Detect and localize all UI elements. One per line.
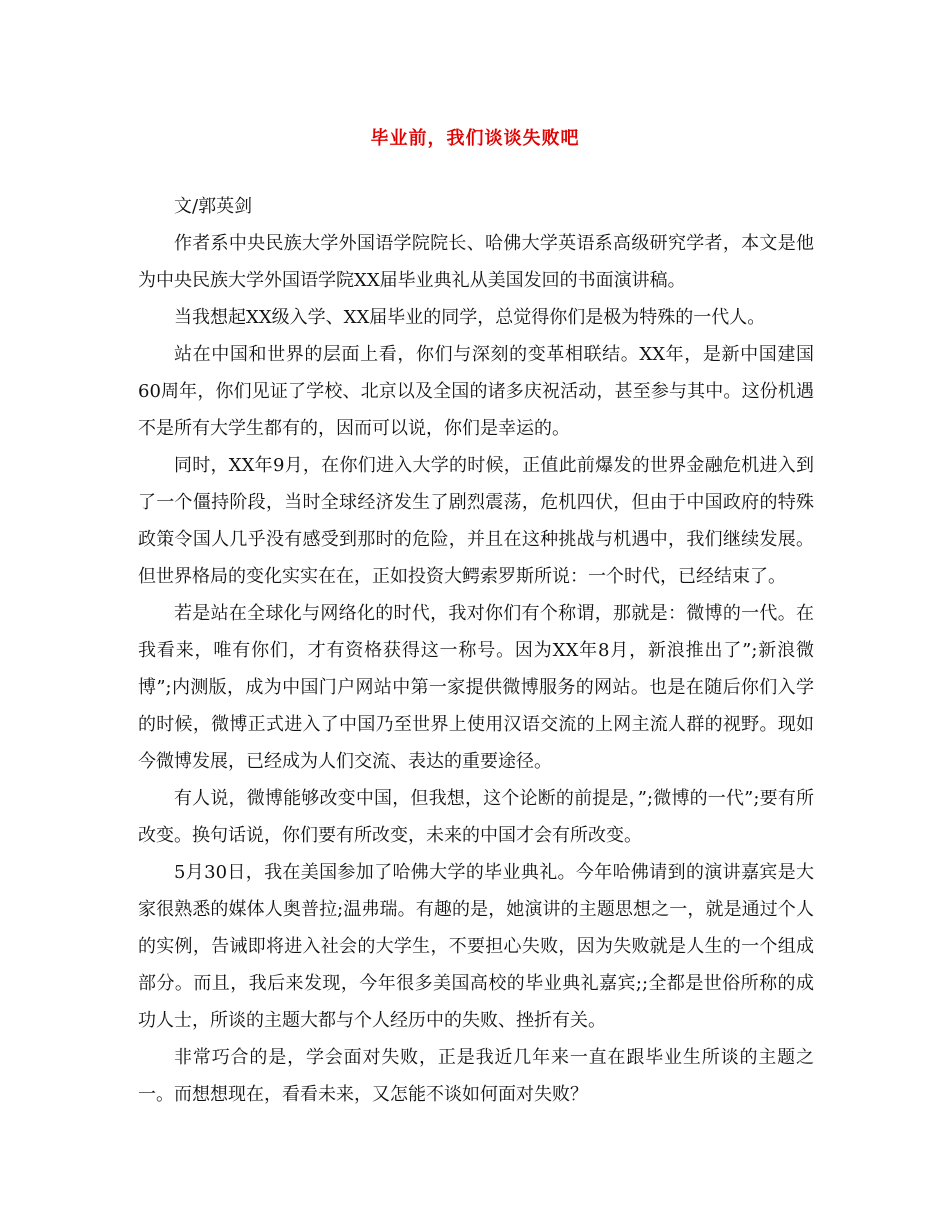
paragraph: 同时，XX年9月，在你们进入大学的时候，正值此前爆发的世界金融危机进入到了一个僵持阶段，当时全球经济发生了剧烈震荡，危机四伏，但由于中国政府的特殊政策令国人几乎没有感受到那时的危险，并且在这种挑战与机遇中，我们继续发展。但世界格局的变化实实在在，正如投资大鳄索罗斯所说：一个时代，已经结束了。 [138,455,814,587]
paragraph: 非常巧合的是，学会面对失败，正是我近几年来一直在跟毕业生所谈的主题之一。而想想现在，看看未来，又怎能不谈如何面对失败？ [138,1047,814,1105]
byline: 文/郭英剑 [174,196,253,217]
paragraph: 若是站在全球化与网络化的时代，我对你们有个称谓，那就是：微博的一代。在我看来，唯有你们，才有资格获得这一称号。因为XX年8月，新浪推出了”;新浪微博”;内测版，成为中国门户网站中第一家提供微博服务的网站。也是在随后你们入学的时候，微博正式进入了中国乃至世界上使用汉语交流的上网主流人群的视野。现如今微博发展，已经成为人们交流、表达的重要途径。 [138,603,814,772]
paragraph: 当我想起XX级入学、XX届毕业的同学，总觉得你们是极为特殊的一代人。 [174,307,766,328]
document-title: 毕业前，我们谈谈失败吧 [370,128,580,149]
paragraph: 站在中国和世界的层面上看，你们与深刻的变革相联结。XX年，是新中国建国60周年，你们见证了学校、北京以及全国的诸多庆祝活动，甚至参与其中。这份机遇不是所有大学生都有的，因而可以说，你们是幸运的。 [138,344,814,439]
paragraph: 5月30日，我在美国参加了哈佛大学的毕业典礼。今年哈佛请到的演讲嘉宾是大家很熟悉的媒体人奥普拉;温弗瑞。有趣的是，她演讲的主题思想之一，就是通过个人的实例，告诫即将进入社会的大学生，不要担心失败，因为失败就是人生的一个组成部分。而且，我后来发现，今年很多美国高校的毕业典礼嘉宾;;全都是世俗所称的成功人士，所谈的主题大都与个人经历中的失败、挫折有关。 [138,862,814,1031]
paragraph: 有人说，微博能够改变中国，但我想，这个论断的前提是，”;微博的一代”;要有所改变。换句话说，你们要有所改变，未来的中国才会有所改变。 [138,788,814,846]
paragraph: 作者系中央民族大学外国语学院院长、哈佛大学英语系高级研究学者，本文是他为中央民族大学外国语学院XX届毕业典礼从美国发回的书面演讲稿。 [138,233,814,291]
document-body [138,188,814,1113]
